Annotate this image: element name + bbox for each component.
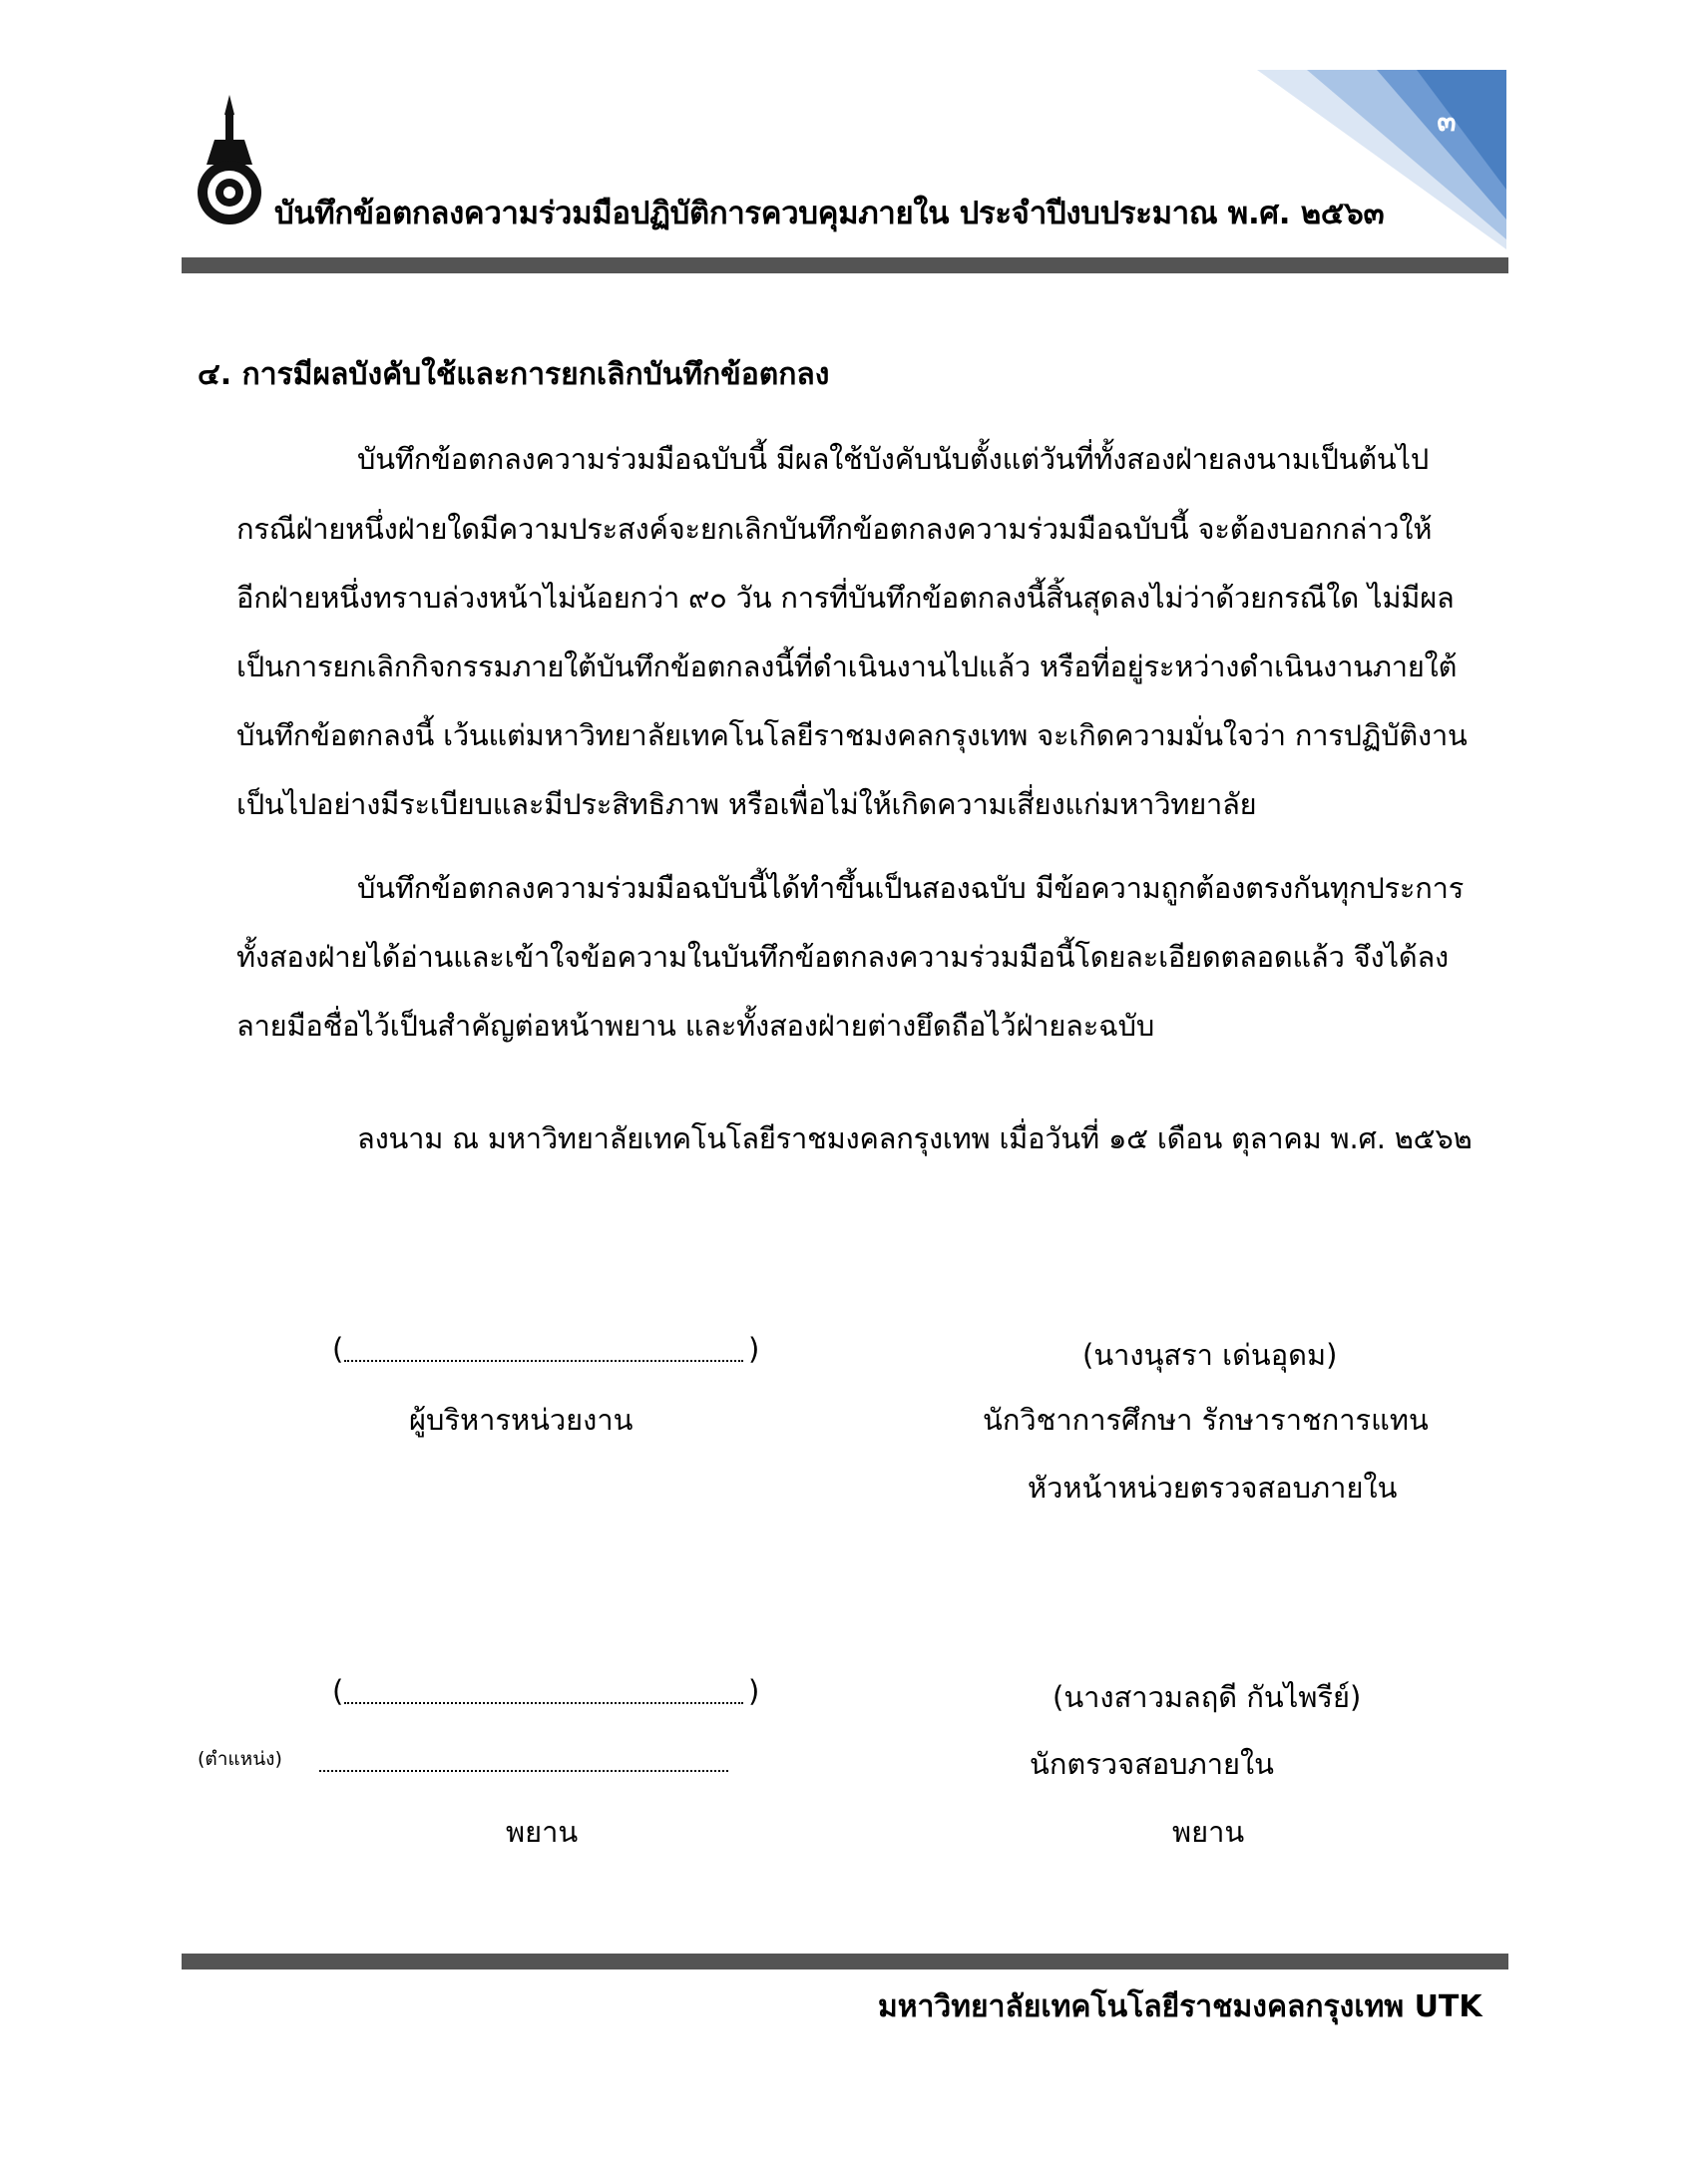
university-logo-icon [195, 95, 264, 229]
paragraph-1-line-4: เป็นการยกเลิกกิจกรรมภายใต้บันทึกข้อตกลงนี้ที่ดำเนินงานไปแล้ว หรือที่อยู่ระหว่างดำเนินงานภายใต้ [236, 650, 1458, 683]
header-title: บันทึกข้อตกลงความร่วมมือปฏิบัติการควบคุมภายใน ประจำปีงบประมาณ พ.ศ. ๒๕๖๓ [274, 196, 1385, 231]
signature-right-bottom-role-1: นักตรวจสอบภายใน [1030, 1747, 1274, 1781]
signature-right-bottom-role: พยาน [1172, 1815, 1245, 1849]
signature-right-top-role-2: หัวหน้าหน่วยตรวจสอบภายใน [1028, 1471, 1398, 1505]
signature-left-bottom-dotline [344, 1702, 743, 1704]
signature-left-bottom-close: ) [748, 1674, 760, 1708]
page-number: ๓ [1437, 105, 1457, 138]
signature-left-bottom-open: ( [332, 1674, 344, 1708]
footer-divider [182, 1954, 1508, 1969]
signature-left-top-dotline [344, 1360, 743, 1362]
paragraph-2-line-2: ทั้งสองฝ่ายได้อ่านและเข้าใจข้อความในบันทึกข้อตกลงความร่วมมือนี้โดยละเอียดตลอดแล้ว จึงได้ลง [236, 940, 1449, 974]
signature-left-top-role: ผู้บริหารหน่วยงาน [409, 1403, 633, 1437]
signature-right-top-role-1: นักวิชาการศึกษา รักษาราชการแทน [983, 1403, 1429, 1437]
header-divider [182, 257, 1508, 273]
paragraph-1-line-5: บันทึกข้อตกลงนี้ เว้นแต่มหาวิทยาลัยเทคโนโลยีราชมงคลกรุงเทพ จะเกิดความมั่นใจว่า การปฏิบัติงาน [236, 718, 1468, 752]
signature-left-bottom-role: พยาน [506, 1815, 579, 1849]
signature-left-top-open: ( [332, 1332, 344, 1366]
signature-right-bottom-name: (นางสาวมลฤดี กันไพรีย์) [1053, 1680, 1362, 1714]
paragraph-2-line-3: ลายมือชื่อไว้เป็นสำคัญต่อหน้าพยาน และทั้งสองฝ่ายต่างยึดถือไว้ฝ่ายละฉบับ [236, 1009, 1155, 1043]
paragraph-2-line-1: บันทึกข้อตกลงความร่วมมือฉบับนี้ได้ทำขึ้นเป็นสองฉบับ มีข้อความถูกต้องตรงกันทุกประการ [357, 871, 1465, 905]
position-label: (ตำแหน่ง) [198, 1748, 282, 1770]
signature-left-top-close: ) [748, 1332, 760, 1366]
paragraph-1-line-1: บันทึกข้อตกลงความร่วมมือฉบับนี้ มีผลใช้บังคับนับตั้งแต่วันที่ทั้งสองฝ่ายลงนามเป็นต้นไป [357, 442, 1430, 476]
paragraph-1-line-3: อีกฝ่ายหนึ่งทราบล่วงหน้าไม่น้อยกว่า ๙๐ วัน การที่บันทึกข้อตกลงนี้สิ้นสุดลงไม่ว่าด้วยกรณีใด ไม่มีผล [236, 581, 1455, 615]
position-dotline [319, 1770, 728, 1772]
footer-text: มหาวิทยาลัยเทคโนโลยีราชมงคลกรุงเทพ UTK [878, 1989, 1482, 2024]
signature-right-top-name: (นางนุสรา เด่นอุดม) [1082, 1338, 1338, 1372]
signing-line: ลงนาม ณ มหาวิทยาลัยเทคโนโลยีราชมงคลกรุงเทพ เมื่อวันที่ ๑๕ เดือน ตุลาคม พ.ศ. ๒๕๖๒ [357, 1121, 1473, 1155]
section-heading: ๔. การมีผลบังคับใช้และการยกเลิกบันทึกข้อตกลง [198, 357, 830, 392]
paragraph-1-line-6: เป็นไปอย่างมีระเบียบและมีประสิทธิภาพ หรือเพื่อไม่ให้เกิดความเสี่ยงแก่มหาวิทยาลัย [236, 787, 1257, 821]
paragraph-1-line-2: กรณีฝ่ายหนึ่งฝ่ายใดมีความประสงค์จะยกเลิกบันทึกข้อตกลงความร่วมมือฉบับนี้ จะต้องบอกกล่าวให้ [236, 512, 1433, 546]
